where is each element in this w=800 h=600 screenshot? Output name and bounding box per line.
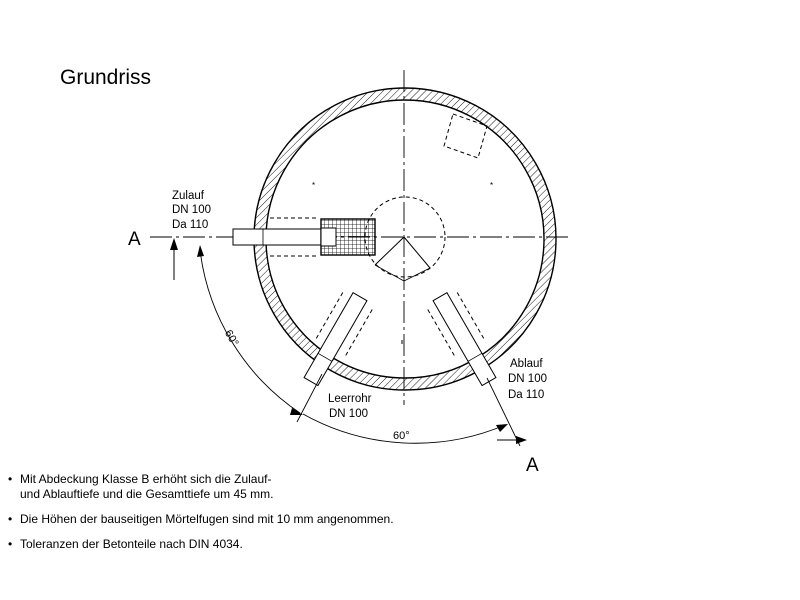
mark-right: * [490, 181, 494, 190]
zulauf-label [172, 190, 211, 231]
ablauf-label-line-3: Da 110 [508, 389, 545, 401]
ablauf-label-line-2: DN 100 [508, 373, 547, 385]
note-line: Mit Abdeckung Klasse B erhöht sich die Zulauf- [20, 472, 272, 486]
note-line: Toleranzen der Betonteile nach DIN 4034. [20, 537, 243, 551]
ablauf-label-line-1: Ablauf [510, 358, 543, 370]
notes-list [8, 472, 394, 562]
zulauf-label-line-2: DN 100 [172, 204, 211, 216]
note-item [8, 472, 394, 502]
section-label-right: A [526, 455, 539, 476]
section-arrow-right-head [516, 436, 527, 444]
drawing-title: Grundriss [60, 66, 152, 89]
wedge-line-bottom-right [404, 268, 430, 281]
wedge-line-bottom [375, 265, 404, 281]
angle-label-left: 60° [221, 328, 241, 349]
zulauf-label-line-3: Da 110 [172, 219, 209, 231]
ablauf-label [508, 358, 547, 401]
bullet: • [8, 537, 13, 551]
note-item [8, 537, 394, 552]
angle-arc-bottom-arrow [496, 424, 508, 432]
wedge-line-right [404, 237, 430, 268]
leerrohr-label [328, 393, 372, 420]
zulauf-label-line-1: Zulauf [172, 190, 204, 202]
wedge-line-left [375, 237, 404, 265]
leerrohr-label-line-2: DN 100 [329, 408, 368, 420]
bullet: • [8, 512, 13, 526]
angle-label-bottom: 60° [393, 430, 410, 442]
mark-left: * [312, 181, 316, 190]
note-line: Die Höhen der bauseitigen Mörtelfugen sind mit 10 mm angenommen. [20, 512, 394, 526]
note-item [8, 512, 394, 527]
note-line: und Ablauftiefe und die Gesamttiefe um 45 mm. [20, 487, 274, 501]
section-label-left: A [128, 229, 141, 250]
angle-arc-left-arrow-top [197, 245, 204, 257]
bullet: • [8, 472, 13, 486]
leerrohr-label-line-1: Leerrohr [328, 393, 372, 405]
section-arrow-left-head [170, 238, 178, 250]
